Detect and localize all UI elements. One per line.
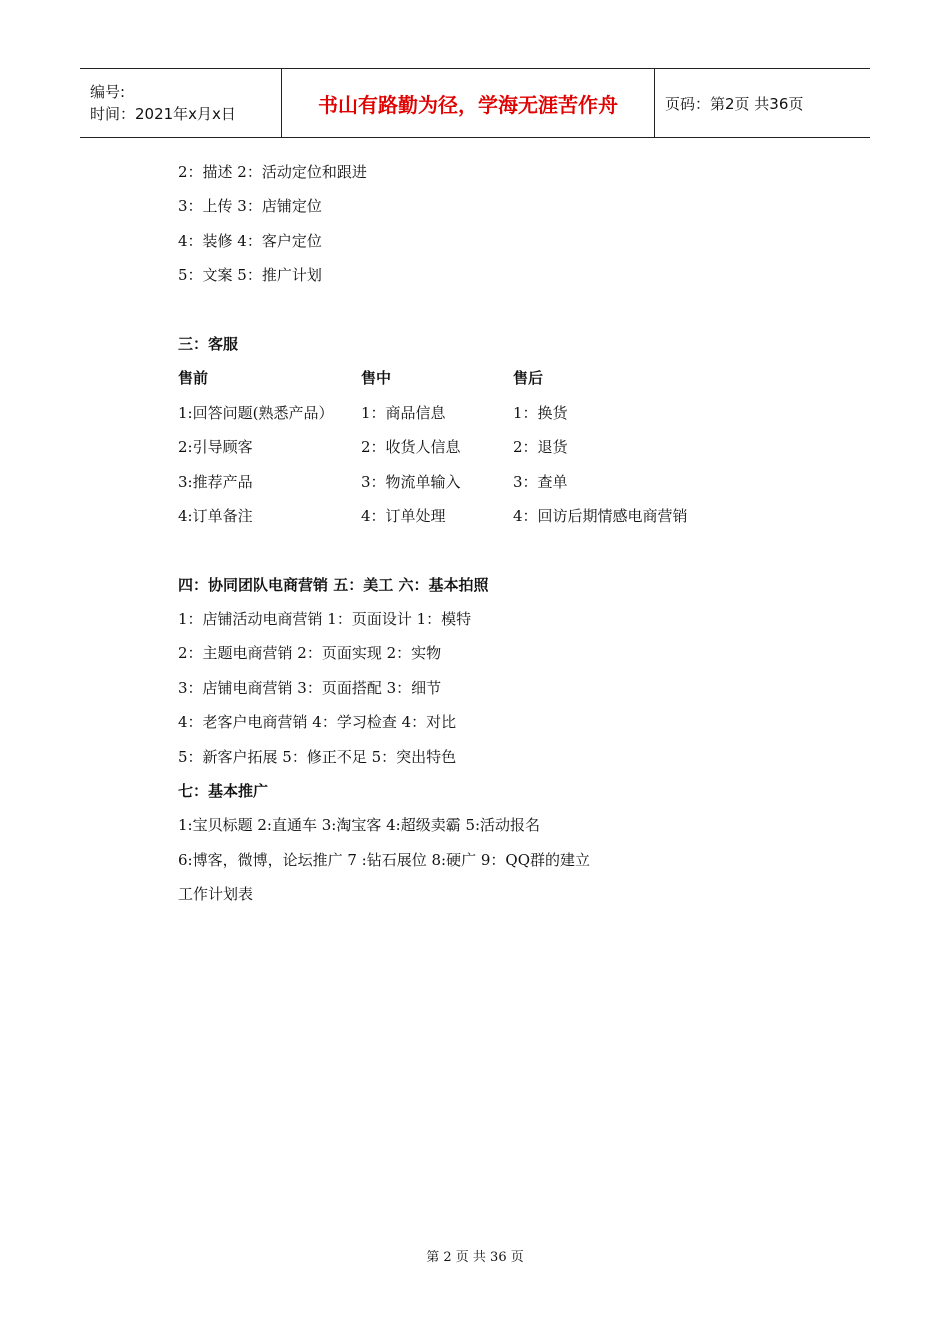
table-cell: 2:引导顾客 [178,438,253,457]
table-cell: 1:回答问题(熟悉产品） [178,403,334,422]
header-left [80,69,282,137]
time-label: 时间：2021年x月x日 [90,105,236,123]
page-header [80,68,870,138]
list-item: 5：文案 5：推广计划 [178,266,322,285]
list-item: 2：描述 2：活动定位和跟进 [178,163,367,181]
list-item: 3：上传 3：店铺定位 [178,197,322,216]
table-cell: 1：换货 [513,403,568,422]
section-title-customer-service: 三：客服 [178,334,239,353]
number-label: 编号: [90,83,126,101]
cs-header-row [178,364,818,398]
motto: 书山有路勤为径，学海无涯苦作舟 [318,92,618,117]
table-cell: 2：收货人信息 [361,438,461,457]
spacer [178,296,818,330]
cs-header-presale: 售前 [178,369,209,388]
table-cell: 4：订单处理 [361,506,446,525]
table-cell: 4：回访后期情感电商营销 [513,506,688,525]
list-item: 1：店铺活动电商营销 1：页面设计 1：模特 [178,610,472,629]
table-cell: 3：查单 [513,472,568,491]
section-title-team: 四：协同团队电商营销 五：美工 六：基本拍照 [178,575,489,594]
table-cell: 4:订单备注 [178,506,253,525]
table-row [178,502,818,536]
list-item: 2：主题电商营销 2：页面实现 2：实物 [178,644,442,663]
header-page-info: 页码：第2页 共36页 [665,94,804,113]
table-row [178,399,818,433]
table-row [178,468,818,502]
closing-line: 工作计划表 [178,885,254,904]
list-item: 3：店铺电商营销 3：页面搭配 3：细节 [178,678,442,697]
list-item: 4：装修 4：客户定位 [178,231,322,250]
cs-header-aftersale: 售后 [513,369,544,388]
section-title-promotion: 七：基本推广 [178,782,269,801]
list-item: 1:宝贝标题 2:直通车 3:淘宝客 4:超级卖霸 5:活动报名 [178,816,541,835]
table-cell: 3:推荐产品 [178,472,253,491]
document-body [178,158,818,915]
page-footer: 第 2 页 共 36 页 [426,1250,524,1265]
table-row [178,433,818,467]
list-item: 5：新客户拓展 5：修正不足 5：突出特色 [178,747,457,766]
list-item: 4：老客户电商营销 4：学习检查 4：对比 [178,713,457,732]
table-cell: 1：商品信息 [361,403,446,422]
cs-header-insale: 售中 [361,369,392,388]
table-cell: 2：退货 [513,438,568,457]
table-cell: 3：物流单输入 [361,472,461,491]
list-item: 6:博客，微博，论坛推广 7 :钻石展位 8:硬广 9：QQ群的建立 [178,850,591,869]
header-motto-cell [282,69,655,137]
spacer [178,536,818,570]
